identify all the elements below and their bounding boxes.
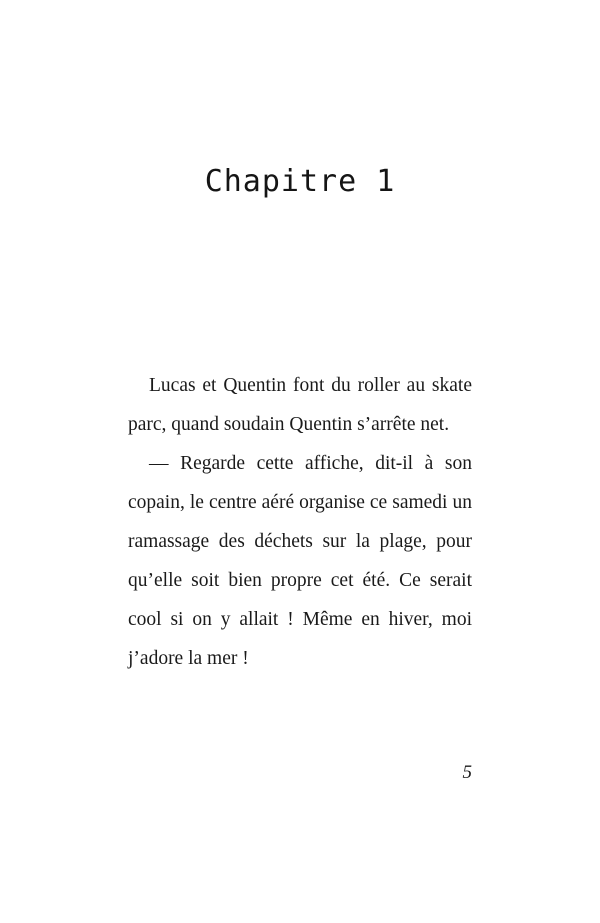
paragraph: Lucas et Quentin font du roller au skate parc, quand soudain Quentin s’arrête net. [128,375,472,435]
paragraph: — Regarde cette affiche, dit-il à son copain, le centre aéré organise ce samedi un ramassage des déchets sur la plage, pour qu’elle soit bien propre cet été. Ce serait cool si on y allait ! Même en hiver, moi j’adore la mer ! [128,453,472,669]
body-text [128,366,472,678]
chapter-title: Chapitre 1 [204,164,396,199]
page-number: 5 [462,762,472,783]
